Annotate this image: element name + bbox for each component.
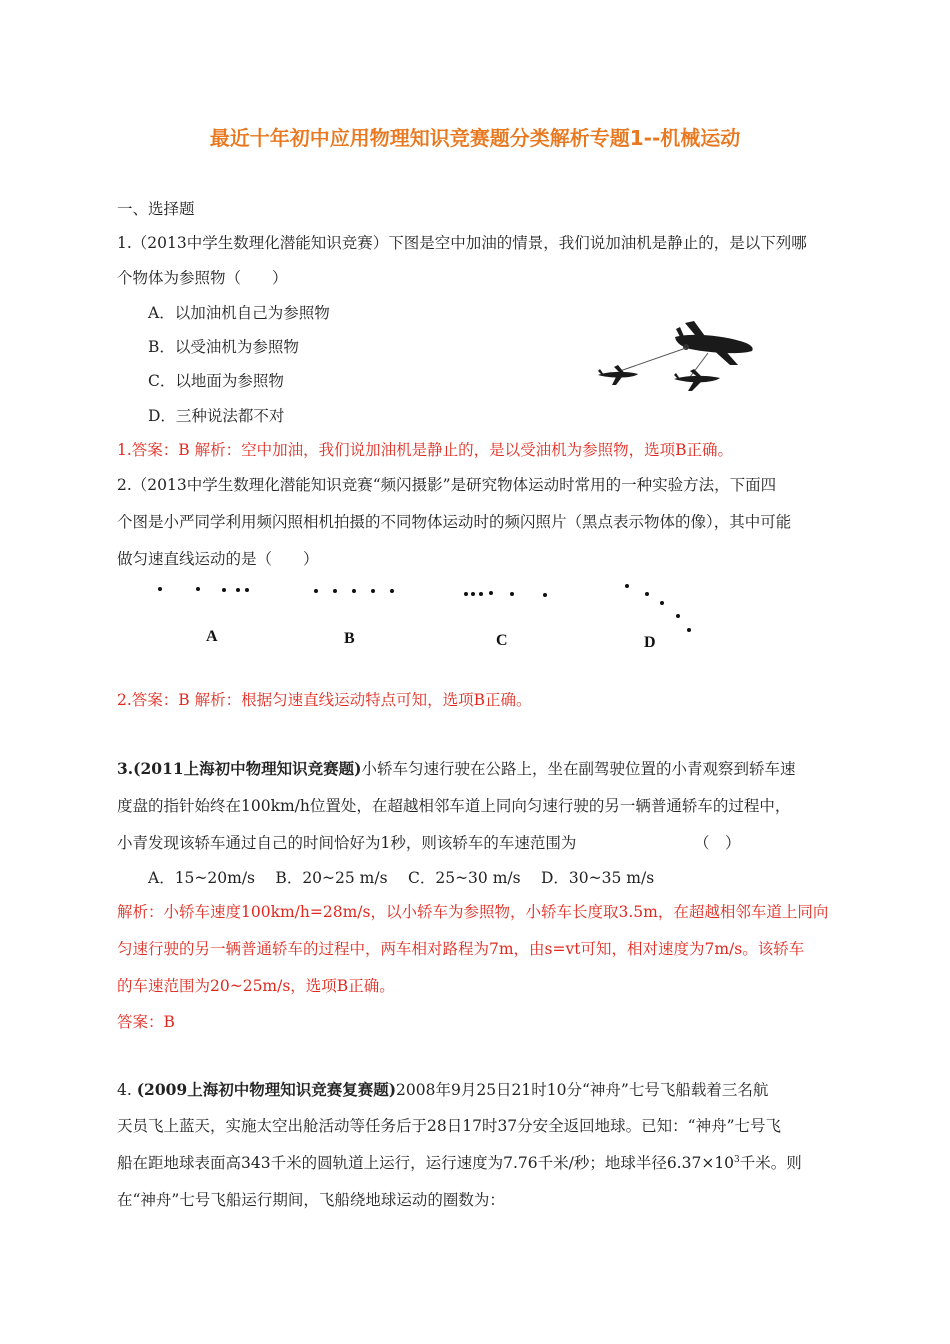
strobe-dot-d [676, 614, 680, 618]
strobe-dot-c [464, 592, 468, 596]
q3-source: 3.(2011上海初中物理知识竞赛题) [117, 759, 362, 778]
q4-exponent: 3 [734, 1154, 740, 1165]
q1-option-d: D．三种说法都不对 [148, 407, 285, 425]
strobe-label-b: B [344, 630, 355, 647]
q3-analysis-line2: 匀速行驶的另一辆普通轿车的过程中，两车相对路程为7m，由s=vt可知，相对速度为7m/s。该轿车 [117, 940, 805, 958]
q3-stem-line2: 度盘的指针始终在100km/h位置处，在超越相邻车道上同向匀速行驶的另一辆普通轿车的过程中， [117, 797, 791, 815]
section-heading: 一、选择题 [117, 200, 195, 218]
q1-stem-line2: 个物体为参照物（ ） [117, 269, 288, 287]
strobe-label-c: C [496, 632, 508, 649]
strobe-dot-d [645, 592, 649, 596]
q1-stem-line1: 1.（2013中学生数理化潜能知识竞赛）下图是空中加油的情景，我们说加油机是静止的，是以下列哪 [117, 234, 807, 252]
strobe-dot-b [390, 589, 394, 593]
strobe-dot-c [489, 591, 493, 595]
strobe-dot-c [471, 592, 475, 596]
aerial-refueling-image [590, 315, 765, 395]
q2-stem-line2: 个图是小严同学利用频闪照相机拍摄的不同物体运动时的频闪照片（黑点表示物体的像），其中可能 [117, 513, 792, 531]
strobe-dot-c [479, 592, 483, 596]
page-title: 最近十年初中应用物理知识竞赛题分类解析专题1--机械运动 [209, 126, 741, 150]
strobe-dot-b [352, 589, 356, 593]
q3-answer: 答案：B [117, 1013, 175, 1031]
q3-options: A．15~20m/s B．20~25 m/s C．25~30 m/s D．30~35 m/s [148, 869, 655, 887]
strobe-dot-d [687, 628, 691, 632]
strobe-dot-d [625, 584, 629, 588]
strobe-dot-a [245, 588, 249, 592]
q3-analysis-line1: 解析：小轿车速度100km/h=28m/s，以小轿车为参照物，小轿车长度取3.5m，在超越相邻车道上同向 [117, 903, 829, 921]
q2-stem-line1: 2.（2013中学生数理化潜能知识竞赛“频闪摄影”是研究物体运动时常用的一种实验方法，下面四 [117, 476, 777, 494]
q3-stem-line3: 小青发现该轿车通过自己的时间恰好为1秒，则该轿车的车速范围为 [117, 834, 577, 852]
strobe-dot-b [371, 589, 375, 593]
q4-stem-line3 [117, 1153, 802, 1173]
q4-line3-text: 船在距地球表面高343千米的圆轨道上运行，运行速度为7.76千米/秒；地球半径6.37×10 [117, 1154, 735, 1172]
q4-source: (2009上海初中物理知识竞赛复赛题) [136, 1080, 397, 1099]
strobe-label-d: D [644, 634, 656, 651]
strobe-dot-a [222, 588, 226, 592]
q3-answer-bracket: （ ） [694, 834, 741, 852]
q4-stem-line1 [117, 1080, 768, 1100]
q1-answer: 1.答案：B 解析：空中加油，我们说加油机是静止的，是以受油机为参照物，选项B正确。 [117, 441, 733, 459]
q3-analysis-line3: 的车速范围为20~25m/s，选项B正确。 [117, 977, 395, 995]
strobe-dot-a [158, 587, 162, 591]
strobe-dot-b [333, 589, 337, 593]
strobe-dot-b [314, 589, 318, 593]
strobe-dot-c [510, 592, 514, 596]
q4-stem-line2: 天员飞上蓝天，实施太空出舱活动等任务后于28日17时37分安全返回地球。已知：“神舟”七号飞 [117, 1117, 782, 1135]
q4-stem-text: 2008年9月25日21时10分“神舟”七号飞船载着三名航 [396, 1081, 769, 1099]
strobe-dot-d [660, 601, 664, 605]
q1-option-b: B．以受油机为参照物 [148, 338, 299, 356]
q2-stem-line3: 做匀速直线运动的是（ ） [117, 550, 319, 568]
q2-answer: 2.答案：B 解析：根据匀速直线运动特点可知，选项B正确。 [117, 691, 532, 709]
strobe-dot-a [236, 588, 240, 592]
q3-stem-text: 小轿车匀速行驶在公路上，坐在副驾驶位置的小青观察到轿车速 [361, 760, 796, 778]
strobe-label-a: A [206, 628, 218, 645]
q4-stem-line4: 在“神舟”七号飞船运行期间，飞船绕地球运动的圈数为： [117, 1191, 505, 1209]
q1-option-a: A．以加油机自己为参照物 [148, 304, 330, 322]
q1-option-c: C．以地面为参照物 [148, 372, 284, 390]
strobe-dot-c [543, 593, 547, 597]
strobe-dot-a [196, 587, 200, 591]
q4-line3-tail: 千米。则 [739, 1154, 802, 1172]
q4-number: 4. [117, 1081, 137, 1099]
q3-stem-line1 [117, 759, 796, 779]
